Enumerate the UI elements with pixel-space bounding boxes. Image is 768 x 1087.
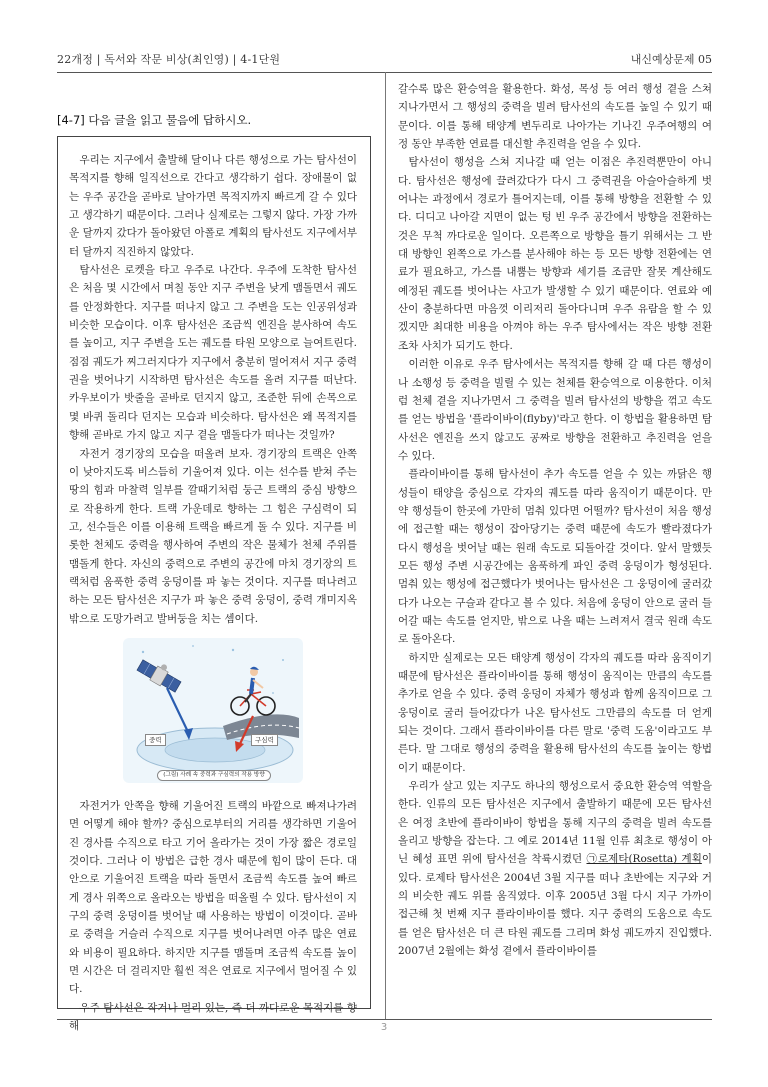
centripetal-label: 구심력: [251, 734, 278, 746]
gravity-arrow: [167, 688, 189, 734]
figure-caption: (그림) 사례 속 중력과 구심력의 작용 방향: [157, 770, 271, 781]
header-exam-title: 내신예상문제 05: [630, 53, 712, 66]
passage-right-column: [398, 80, 712, 961]
passage-right-paragraph-5: 하지만 실제로는 모든 태양계 행성이 각자의 궤도를 따라 움직이기 때문에 탐사선은 플라이바이를 통해 행성이 움직이는 만큼의 속도를 추가로 얻을 수 있다. 중력 웅덩이 자체가 행성과 함께 움직이므로 그 웅덩이로 굴러 들어갔다가 나온 탐사선도 그만큼의 속도를 더 얻게 되는 것이다. 그래서 플라이바이를 다른 말로 '중력 도움'이라고도 부른다. 말 그대로 행성의 중력을 활용해 탐사선의 속도를 높이는 항법이기 때문이다.: [398, 651, 712, 774]
passage-paragraph-1: 우리는 지구에서 출발해 달이나 다른 행성으로 가는 탐사선이 목적지를 향해 일직선으로 간다고 생각하기 쉽다. 장애물이 없는 우주 공간을 곧바로 날아가면 목적지까지 빠르게 갈 수 있다고 생각하기 때문이다. 그러나 실제로는 그렇지 않다. 가장 가까운 달까지 갔다가 돌아왔던 아폴로 계획의 탐사선도 지구에서부터 달까지 직진하지 않았다.: [69, 154, 357, 258]
page-header: [57, 48, 712, 68]
gravity-centripetal-figure: [123, 638, 303, 783]
footer-rule: [57, 1019, 712, 1020]
passage-paragraph-5: 우주 탐사선은 작거나 멀리 있는, 즉 더 까다로운 목적지를 향해: [69, 1001, 357, 1033]
column-divider: [385, 72, 386, 1019]
paragraph-6-text-end: 이 있다. 로제타 탐사선은 2004년 3월 지구를 떠나 초반에는 지구와 거의 비슷한 궤도 위를 움직였다. 이후 2005년 3월 다시 지구 가까이 접근해 첫 번째 지구 플라이바이를 했다. 지구 중력의 도움으로 속도를 얻은 탐사선은 더 큰 타원 궤도를 그리며 화성 궤도까지 진입했다. 2007년 2월에는 화성 곁에서 플라이바이를: [398, 853, 712, 958]
figure-illustration: [123, 638, 303, 783]
passage-box: [57, 136, 371, 1033]
passage-right-paragraph-4: 플라이바이를 통해 탐사선이 추가 속도를 얻을 수 있는 까닭은 행성들이 태양을 중심으로 각자의 궤도를 따라 움직이기 때문이다. 만약 행성들이 한곳에 가만히 멈춰 있다면 어떨까? 탐사선이 처음 행성에 접근할 때는 행성이 잡아당기는 중력 때문에 속도가 빨라졌다가 다시 행성을 벗어날 때는 원래 속도로 되돌아갈 것이다. 앞서 말했듯 모든 행성 주변 시공간에는 움푹하게 파인 중력 웅덩이가 형성된다. 멈춰 있는 행성에 접근했다가 벗어나는 탐사선은 그 웅덩이에 굴러갔다가 나오는 구슬과 같다고 볼 수 있다. 처음에 웅덩이 안으로 굴러 들어갈 때는 속도를 얻지만, 밖으로 나올 때는 느려져서 결국 원래 속도로 돌아온다.: [398, 468, 712, 646]
header-course-info: 22개정 | 독서와 작문 비상(최인영) | 4-1단원: [57, 53, 281, 66]
passage-paragraph-3: 자전거 경기장의 모습을 떠올려 보자. 경기장의 트랙은 안쪽이 낮아지도록 비스듬히 기울어져 있다. 이는 선수를 받쳐 주는 땅의 힘과 마찰력 일부를 깔때기처럼 둥근 트랙의 중심 방향으로 작용하게 한다. 트랙 가운데로 향하는 그 힘은 구심력이 되고, 선수들은 이를 이용해 트랙을 빠르게 돌 수 있다. 지구를 비롯한 천체도 중력을 행사하여 주변의 작은 물체가 천체 주위를 맴돌게 한다. 자신의 중력으로 주변의 공간에 마치 경기장의 트랙처럼 움푹한 중력 웅덩이를 파 놓는 것이다. 지구를 떠나려고 하는 모든 탐사선은 지구가 파 놓은 중력 웅덩이, 중력 개미지옥 밖으로 도망가려고 발버둥을 치는 셈이다.: [69, 447, 357, 625]
question-title: [4-7] 다음 글을 읽고 물음에 답하시오.: [57, 113, 252, 127]
passage-right-paragraph-6: [398, 777, 712, 960]
rosetta-plan-marker: ㉠로제타(Rosetta) 계획: [586, 853, 702, 866]
cyclist-icon: [231, 667, 275, 715]
passage-right-paragraph-1: 갈수록 많은 환승역을 활용한다. 화성, 목성 등 여러 행성 곁을 스쳐 지나가면서 그 행성의 중력을 빌려 탐사선의 속도를 높일 수 있기 때문이다. 이를 통해 태양계 변두리로 나아가는 기나긴 우주여행의 여정 동안 부족한 연료를 대신할 추진력을 얻을 수 있다.: [398, 83, 712, 151]
gravity-label: 중력: [145, 734, 166, 746]
satellite-icon: [136, 654, 185, 694]
paragraph-6-text-start: 우리가 살고 있는 지구도 하나의 행성으로서 중요한 환승역 역할을 한다. 인류의 모든 탐사선은 지구에서 출발하기 때문에 모든 탐사선은 여정 초반에 플라이바이 항법을 통해 지구의 중력을 빌려 속도를 올리고 방향을 잡는다. 그 예로 2014년 11월 인류 최초로 행성이 아닌 혜성 표면 위에 탐사선을 착륙시켰던: [398, 780, 712, 866]
passage-paragraph-2: 탐사선은 로켓을 타고 우주로 나간다. 우주에 도착한 탐사선은 처음 몇 시간에서 며칠 동안 지구 주변을 낮게 맴돌면서 궤도를 안정화한다. 지구를 떠나지 않고 그 주변을 도는 인공위성과 비슷한 모습이다. 이후 탐사선은 조금씩 엔진을 분사하여 속도를 높이고, 지구 주변을 도는 궤도를 타원 모양으로 늘여트린다. 점점 궤도가 찌그러지다가 지구에서 충분히 멀어져서 지구 중력권을 벗어나기 시작하면 탐사선은 속도를 올려 지구를 떠난다. 카우보이가 밧줄을 곧바로 던지지 않고, 조준한 뒤에 손목으로 몇 바퀴 돌리다 던지는 모습과 비슷하다. 탐사선은 왜 목적지를 향해 곧바로 가지 않고 지구 곁을 맴돌다가 떠나는 것일까?: [69, 264, 357, 442]
passage-paragraph-4: 자전거가 안쪽을 향해 기울어진 트랙의 바깥으로 빠져나가려면 어떻게 해야 할까? 중심으로부터의 거리를 생각하면 기울어진 경사를 수직으로 타고 기어 올라가는 것이 가장 짧은 경로일 것이다. 그러나 이 방법은 급한 경사 때문에 힘이 많이 든다. 대안으로 기울어진 트랙을 따라 돌면서 조금씩 속도를 높여 빠르게 경사 위쪽으로 올라오는 방법을 떠올릴 수 있다. 탐사선이 지구의 중력 웅덩이를 벗어날 때 사용하는 방법이 이것이다. 곧바로 중력을 거슬러 수직으로 지구를 벗어나려면 아주 많은 연료와 비용이 필요하다. 하지만 지구를 맴돌며 조금씩 속도를 높이면 시간은 더 걸리지만 훨씬 적은 연료로 지구에서 멀어질 수 있다.: [69, 799, 357, 996]
page-number: 3: [380, 1022, 388, 1033]
passage-right-paragraph-2: 탐사선이 행성을 스쳐 지나갈 때 얻는 이점은 추진력뿐만이 아니다. 탐사선은 행성에 끌려갔다가 다시 그 중력권을 아슬아슬하게 벗어나는 과정에서 경로가 틀어지는데, 이를 통해 방향을 전환할 수 있다. 디디고 나아갈 지면이 없는 텅 빈 우주 공간에서 방향을 전환하는 것은 무척 까다로운 일이다. 오른쪽으로 방향을 틀기 위해서는 그 반대 방향인 왼쪽으로 가스를 분사해야 하는 등 모든 방향 전환에는 연료가 필요하고, 가스를 내뿜는 방향과 세기를 조금만 잘못 계산해도 예정된 궤도를 벗어나는 사고가 발생할 수 있기 때문이다. 연료와 예산이 충분하다면 마음껏 이리저리 돌아다니며 우주 유람을 할 수 있겠지만 최대한 비용을 아껴야 하는 우주 탐사에서는 작은 방향 전환조차 사치가 되기도 한다.: [398, 156, 712, 352]
passage-right-paragraph-3: 이러한 이유로 우주 탐사에서는 목적지를 향해 갈 때 다른 행성이나 소행성 등 중력을 빌릴 수 있는 천체를 환승역으로 이용한다. 이처럼 천체 곁을 지나가면서 그 중력을 빌려 탐사선의 방향을 꺾고 속도를 얻는 방법을 '플라이바이(flyby)'라고 한다. 이 항법을 활용하면 탐사선은 엔진을 쓰지 않고도 공짜로 방향을 전환하고 추진력을 얻을 수 있다.: [398, 358, 712, 462]
